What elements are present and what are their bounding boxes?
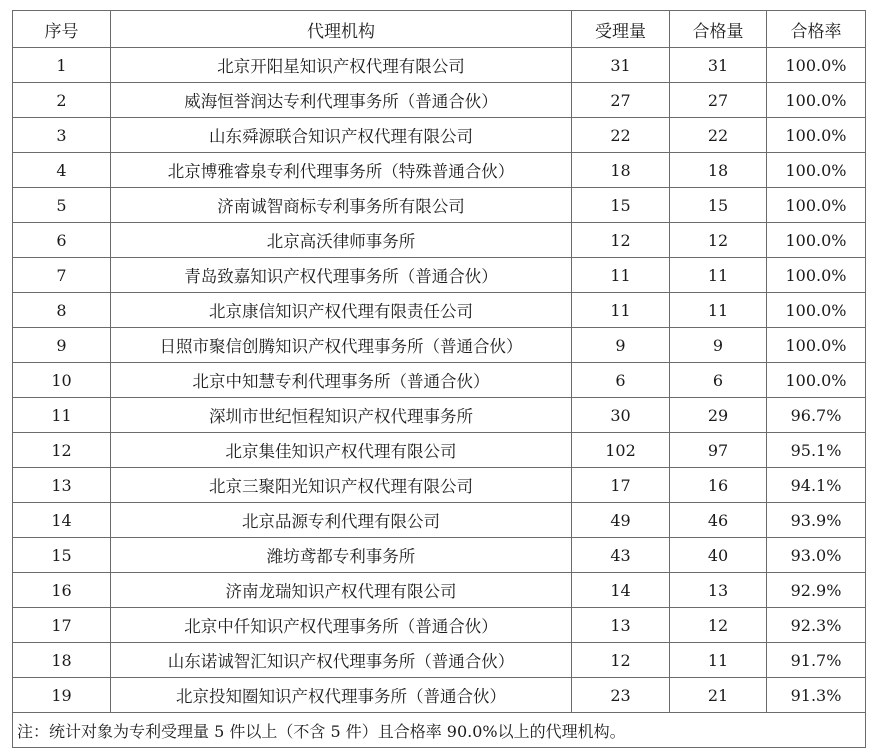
cell-qualified: 40 [670, 538, 767, 573]
cell-index: 5 [13, 188, 111, 223]
cell-accepted: 11 [572, 258, 670, 293]
table-row [13, 293, 866, 328]
cell-agency: 深圳市世纪恒程知识产权代理事务所 [111, 398, 572, 433]
cell-rate: 91.7% [767, 643, 866, 678]
cell-qualified: 29 [670, 398, 767, 433]
cell-qualified: 21 [670, 678, 767, 713]
table-row [13, 538, 866, 573]
cell-index: 19 [13, 678, 111, 713]
header-qualified: 合格量 [670, 11, 767, 48]
cell-qualified: 18 [670, 153, 767, 188]
cell-index: 3 [13, 118, 111, 153]
table-note: 注：统计对象为专利受理量 5 件以上（不含 5 件）且合格率 90.0%以上的代理机构。 [13, 713, 866, 748]
table-body [13, 48, 866, 713]
cell-index: 1 [13, 48, 111, 83]
cell-qualified: 12 [670, 608, 767, 643]
cell-accepted: 6 [572, 363, 670, 398]
cell-agency: 北京投知圈知识产权代理事务所（普通合伙） [111, 678, 572, 713]
cell-rate: 96.7% [767, 398, 866, 433]
cell-accepted: 12 [572, 223, 670, 258]
cell-qualified: 6 [670, 363, 767, 398]
cell-index: 8 [13, 293, 111, 328]
cell-index: 16 [13, 573, 111, 608]
header-index: 序号 [13, 11, 111, 48]
cell-qualified: 11 [670, 643, 767, 678]
cell-accepted: 18 [572, 153, 670, 188]
cell-accepted: 12 [572, 643, 670, 678]
cell-rate: 100.0% [767, 188, 866, 223]
cell-accepted: 15 [572, 188, 670, 223]
table-row [13, 398, 866, 433]
cell-accepted: 13 [572, 608, 670, 643]
table-note-row [13, 713, 866, 748]
cell-index: 12 [13, 433, 111, 468]
cell-agency: 潍坊鸢都专利事务所 [111, 538, 572, 573]
cell-index: 4 [13, 153, 111, 188]
agency-ranking-table [12, 10, 866, 748]
cell-qualified: 15 [670, 188, 767, 223]
cell-qualified: 11 [670, 293, 767, 328]
cell-qualified: 22 [670, 118, 767, 153]
cell-rate: 91.3% [767, 678, 866, 713]
table-row [13, 468, 866, 503]
cell-agency: 济南诚智商标专利事务所有限公司 [111, 188, 572, 223]
table-row [13, 83, 866, 118]
cell-agency: 北京博雅睿泉专利代理事务所（特殊普通合伙） [111, 153, 572, 188]
cell-qualified: 46 [670, 503, 767, 538]
cell-qualified: 9 [670, 328, 767, 363]
cell-rate: 95.1% [767, 433, 866, 468]
cell-qualified: 97 [670, 433, 767, 468]
cell-rate: 100.0% [767, 328, 866, 363]
cell-index: 18 [13, 643, 111, 678]
cell-accepted: 49 [572, 503, 670, 538]
cell-index: 17 [13, 608, 111, 643]
cell-qualified: 16 [670, 468, 767, 503]
cell-index: 14 [13, 503, 111, 538]
cell-index: 6 [13, 223, 111, 258]
cell-rate: 100.0% [767, 363, 866, 398]
cell-rate: 93.0% [767, 538, 866, 573]
cell-accepted: 17 [572, 468, 670, 503]
table-row [13, 433, 866, 468]
table-row [13, 118, 866, 153]
cell-agency: 北京中知慧专利代理事务所（普通合伙） [111, 363, 572, 398]
table-row [13, 503, 866, 538]
cell-accepted: 27 [572, 83, 670, 118]
cell-agency: 济南龙瑞知识产权代理有限公司 [111, 573, 572, 608]
table-row [13, 258, 866, 293]
table-row [13, 48, 866, 83]
cell-agency: 北京品源专利代理有限公司 [111, 503, 572, 538]
cell-accepted: 14 [572, 573, 670, 608]
cell-rate: 100.0% [767, 118, 866, 153]
cell-accepted: 23 [572, 678, 670, 713]
cell-agency: 威海恒誉润达专利代理事务所（普通合伙） [111, 83, 572, 118]
cell-agency: 北京集佳知识产权代理有限公司 [111, 433, 572, 468]
table-row [13, 188, 866, 223]
cell-rate: 100.0% [767, 48, 866, 83]
cell-rate: 100.0% [767, 83, 866, 118]
cell-rate: 100.0% [767, 223, 866, 258]
cell-index: 13 [13, 468, 111, 503]
cell-accepted: 30 [572, 398, 670, 433]
table-row [13, 363, 866, 398]
cell-agency: 北京高沃律师事务所 [111, 223, 572, 258]
cell-agency: 日照市聚信创腾知识产权代理事务所（普通合伙） [111, 328, 572, 363]
cell-rate: 92.9% [767, 573, 866, 608]
table-row [13, 608, 866, 643]
cell-index: 15 [13, 538, 111, 573]
cell-agency: 山东舜源联合知识产权代理有限公司 [111, 118, 572, 153]
table-header-row [13, 11, 866, 48]
cell-rate: 100.0% [767, 258, 866, 293]
table-row [13, 643, 866, 678]
cell-rate: 100.0% [767, 153, 866, 188]
cell-accepted: 22 [572, 118, 670, 153]
cell-qualified: 31 [670, 48, 767, 83]
cell-qualified: 27 [670, 83, 767, 118]
cell-index: 7 [13, 258, 111, 293]
cell-accepted: 31 [572, 48, 670, 83]
header-agency: 代理机构 [111, 11, 572, 48]
cell-agency: 北京三聚阳光知识产权代理有限公司 [111, 468, 572, 503]
cell-accepted: 43 [572, 538, 670, 573]
cell-rate: 92.3% [767, 608, 866, 643]
header-rate: 合格率 [767, 11, 866, 48]
cell-index: 10 [13, 363, 111, 398]
header-accepted: 受理量 [572, 11, 670, 48]
cell-accepted: 9 [572, 328, 670, 363]
table-row [13, 153, 866, 188]
table-row [13, 678, 866, 713]
table-row [13, 223, 866, 258]
cell-rate: 94.1% [767, 468, 866, 503]
cell-index: 9 [13, 328, 111, 363]
cell-accepted: 102 [572, 433, 670, 468]
cell-qualified: 11 [670, 258, 767, 293]
agency-table-container [12, 10, 865, 748]
cell-agency: 北京中仟知识产权代理事务所（普通合伙） [111, 608, 572, 643]
cell-rate: 100.0% [767, 293, 866, 328]
cell-accepted: 11 [572, 293, 670, 328]
cell-qualified: 12 [670, 223, 767, 258]
cell-agency: 山东诺诚智汇知识产权代理事务所（普通合伙） [111, 643, 572, 678]
cell-agency: 青岛致嘉知识产权代理事务所（普通合伙） [111, 258, 572, 293]
table-row [13, 328, 866, 363]
cell-agency: 北京康信知识产权代理有限责任公司 [111, 293, 572, 328]
cell-agency: 北京开阳星知识产权代理有限公司 [111, 48, 572, 83]
cell-index: 2 [13, 83, 111, 118]
cell-rate: 93.9% [767, 503, 866, 538]
table-row [13, 573, 866, 608]
cell-index: 11 [13, 398, 111, 433]
cell-qualified: 13 [670, 573, 767, 608]
